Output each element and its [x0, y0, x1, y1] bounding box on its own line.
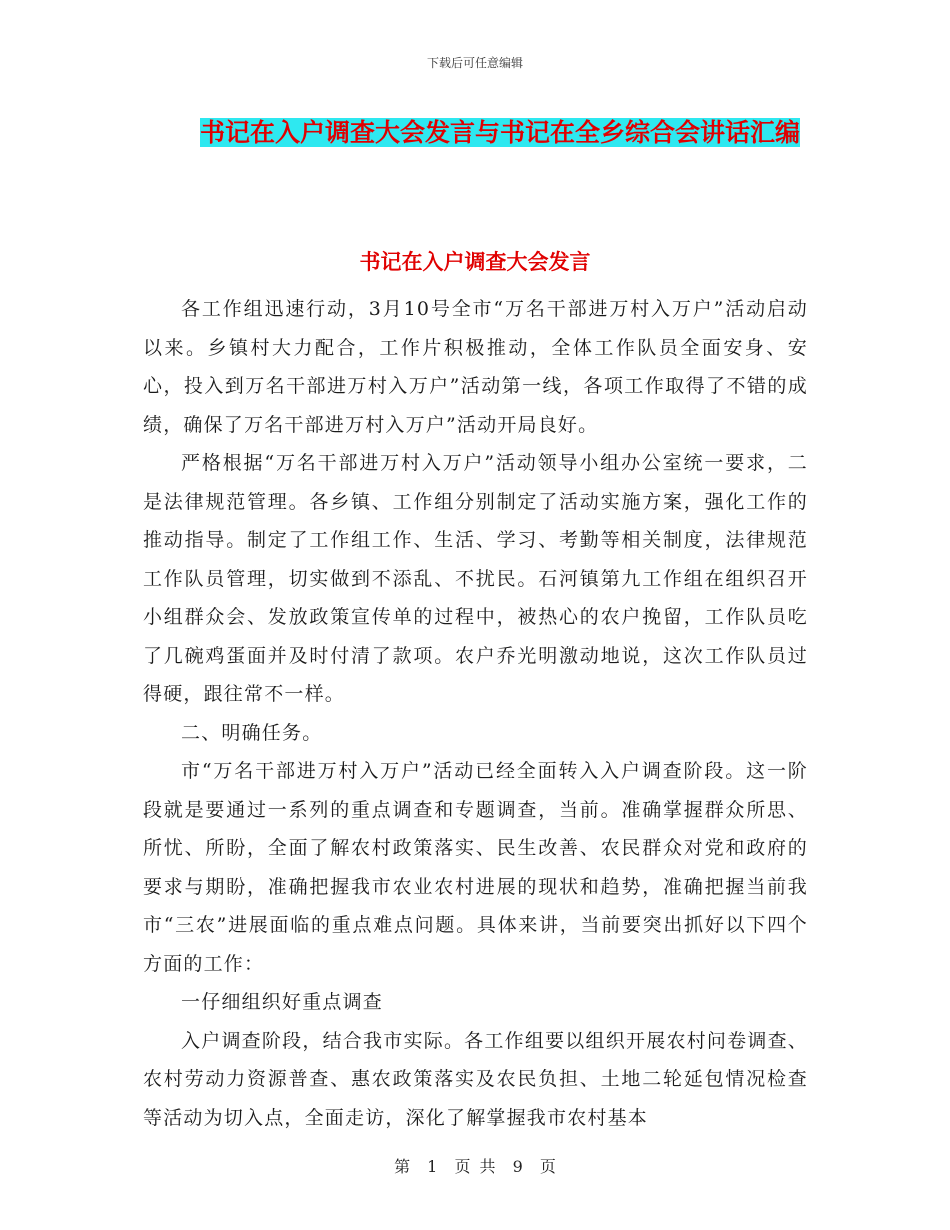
page-header-note: 下载后可任意编辑 [426, 56, 523, 70]
page-label-prefix: 第 [394, 1157, 411, 1176]
paragraph: 一仔细组织好重点调查 [181, 991, 384, 1013]
paragraph: 各工作组迅速行动，3月10号全市“万名干部进万村入万户”活动启动以来。乡镇村大力配合，工作片积极推动，全体工作队员全面安身、安心，投入到万名干部进万村入万户”活动第一线，各项工作取得了不错的成绩，确保了万名干部进万村入万户”活动开局良好。 [143, 298, 808, 436]
document-title-text: 书记在入户调查大会发言与书记在全乡综合会讲话汇编 [199, 118, 800, 147]
document-title [190, 112, 810, 154]
section-title: 书记在入户调查大会发言 [359, 250, 591, 274]
total-pages: 9 [512, 1157, 523, 1176]
paragraph: 二、明确任务。 [181, 721, 323, 744]
paragraph: 入户调查阶段，结合我市实际。各工作组要以组织开展农村问卷调查、农村劳动力资源普查、惠农政策落实及农民负担、土地二轮延包情况检查等活动为切入点，全面走访，深化了解掌握我市农村基本 [143, 1029, 808, 1129]
page-number: 1 [427, 1157, 438, 1176]
document-body [143, 290, 808, 1137]
paragraph: 严格根据“万名干部进万村入万户”活动领导小组办公室统一要求，二是法律规范管理。各乡镇、工作组分别制定了活动实施方案，强化工作的推动指导。制定了工作组工作、生活、学习、考勤等相关制度，法律规范工作队员管理，切实做到不添乱、不扰民。石河镇第九工作组在组织召开小组群众会、发放政策宣传单的过程中，被热心的农户挽留，工作队员吃了几碗鸡蛋面并及时付清了款项。农户乔光明激动地说，这次工作队员过得硬，跟往常不一样。 [143, 452, 808, 705]
paragraph: 市“万名干部进万村入万户”活动已经全面转入入户调查阶段。这一阶段就是要通过一系列的重点调查和专题调查，当前。准确掌握群众所思、所忧、所盼，全面了解农村政策落实、民生改善、农民群众对党和政府的要求与期盼，准确把握我市农业农村进展的现状和趋势，准确把握当前我市“三农”进展面临的重点难点问题。具体来讲，当前要突出抓好以下四个方面的工作： [143, 760, 808, 975]
page-label-mid: 页 共 [454, 1157, 496, 1176]
page-label-suffix: 页 [539, 1157, 556, 1176]
page-footer [0, 1154, 950, 1177]
